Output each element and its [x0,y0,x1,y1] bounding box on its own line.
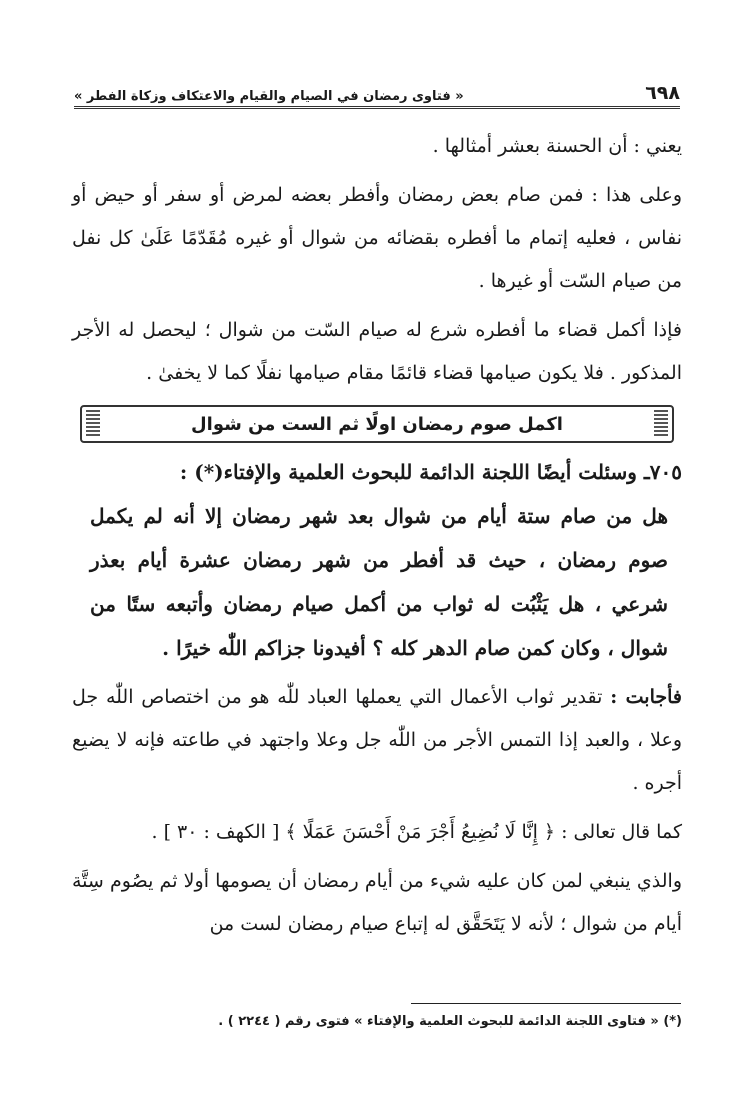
fatwa-heading: ٧٠٥ـ وسئلت أيضًا اللجنة الدائمة للبحوث العلمية والإفتاء(*) : [179,460,682,484]
paragraph-1: يعني : أن الحسنة بعشر أمثالها . [432,135,682,157]
page-body [72,125,682,946]
footnote-divider [411,1003,681,1004]
running-title: « فتاوى رمضان في الصيام والقيام والاعتكاف وزكاة الفطر » [74,89,464,104]
paragraph-2: وعلى هذا : فمن صام بعض رمضان وأفطر بعضه لمرض أو سفر أو حيض أو نفاس ، فعليه إتمام ما أفطره بقضائه من شوال أو غيره مُقَدّمًا عَلَىٰ كل نفل من صيام السّت أو غيرها . [72,184,682,292]
quran-intro: كما قال تعالى : [561,821,682,843]
page-number: ٦٩٨ [645,82,680,104]
answer-label: فأجابت : [610,686,683,708]
answer-text: تقدير ثواب الأعمال التي يعملها العباد للّٰه هو من اختصاص اللّٰه جل وعلا ، والعبد إذا التمس الأجر من اللّٰه جل وعلا واجتهد في طاعته فإنه لا يضيع أجره . [72,686,682,794]
header-divider [74,106,680,109]
section-title: اكمل صوم رمضان اولًا ثم الست من شوال [191,413,563,435]
page-header [74,74,680,104]
fatwa-question: هل من صام ستة أيام من شوال بعد شهر رمضان إلا أنه لم يكمل صوم رمضان ، حيث قد أفطر من شهر رمضان عشرة أيام بعذر شرعي ، هل يَثْبُت له ثواب من أكمل صيام رمضان وأتبعه ستًا من شوال ، وكان كمن صام الدهر كله ؟ أفيدونا جزاكم اللّٰه خيرًا . [90,504,668,660]
footnote: (*) « فتاوى اللجنة الدائمة للبحوث العلمية والإفتاء » فتوى رقم ( ٢٢٤٤ ) . [218,1014,682,1029]
fatwa-answer [72,676,682,805]
closing-paragraph: والذي ينبغي لمن كان عليه شيء من أيام رمضان أن يصومها أولا ثم يصُوم سِتَّة أيام من شوال ؛ لأنه لا يَتَحَقَّق له إتباع صيام رمضان لست من [72,870,682,935]
paragraph-3: فإذا أكمل قضاء ما أفطره شرع له صيام السّت من شوال ؛ ليحصل له الأجر المذكور . فلا يكون صيامها قضاء قائمًا مقام صيامها نفلًا كما لا يخفىٰ . [72,319,682,384]
quran-reference: [ الكهف : ٣٠ ] . [151,821,280,843]
quran-citation [72,811,682,854]
section-title-box [80,405,674,443]
quran-verse: ﴿ إِنَّا لَا نُضِيعُ أَجْرَ مَنْ أَحْسَنَ عَمَلًا ﴾ [285,821,556,843]
